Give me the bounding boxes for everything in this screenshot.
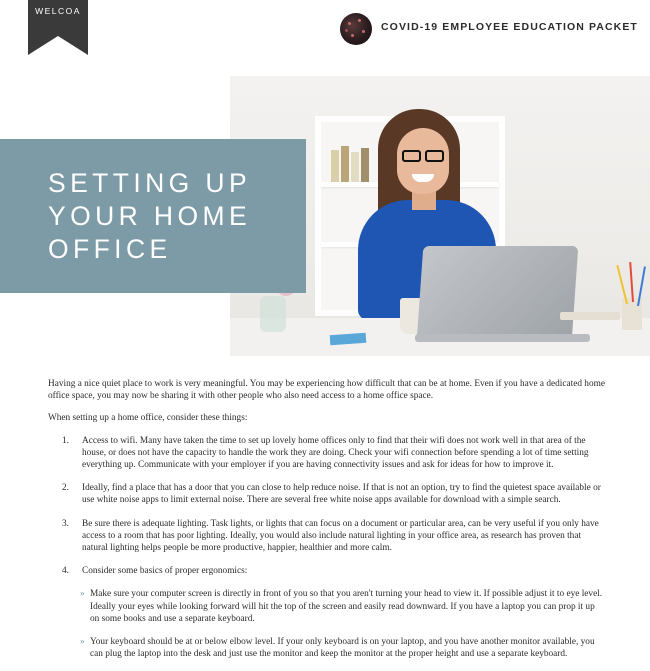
- lead-paragraph: When setting up a home office, consider these things:: [48, 413, 248, 424]
- list-number: 2.: [62, 483, 69, 494]
- intro-paragraph: Having a nice quiet place to work is very meaningful. You may be experiencing how difficult that can be at home. Even if you have a dedicated home office space, you may now be sharing it with other people who also need access to a home office space.: [48, 379, 605, 402]
- title-panel: [0, 139, 306, 293]
- brand-logo-text: WELCOA: [35, 6, 81, 16]
- double-chevron-icon: »: [80, 589, 85, 600]
- article-body: [48, 378, 606, 671]
- list-number: 4.: [62, 566, 69, 577]
- list-item: [48, 518, 606, 555]
- sub-list-item: [48, 588, 606, 625]
- list-item-text: Be sure there is adequate lighting. Task lights, or lights that can focus on a document or particular area, can be very useful if you only have access to a room that has poor lighting. Ideally, you would also include natural lighting in your office area, as research has proven that natural lighting helps people be more productive, happier, healthier and more calm.: [82, 518, 599, 554]
- list-item-text: Access to wifi. Many have taken the time to set up lovely home offices only to find that their wifi does not work well in that area of the house, or does not have the capacity to handle the work they are doing. Check your wifi connection before spending a lot of time setting everything up. Communicate with your employer if you are having connectivity issues and ask for ideas for how to improve it.: [82, 435, 589, 471]
- notebook: [560, 312, 620, 320]
- double-chevron-icon: »: [80, 637, 85, 648]
- list-item-text: Ideally, find a place that has a door that you can close to help reduce noise. If that is not an option, try to find the quietest space available or use white noise apps to limit external noise. There are several free white noise apps available for download with a simple search.: [82, 483, 601, 506]
- sub-list-item-text: Make sure your computer screen is directly in front of you so that you aren't turning your head to view it. If possible adjust it to eye level. Ideally your eyes while looking forward will hit the top of the screen and easily read downward. If you have a laptop you can prop it up on some books and use a separate keyboard.: [90, 589, 603, 624]
- page-title-line-1: SETTING UP: [48, 168, 252, 198]
- list-item: [48, 435, 606, 472]
- page-title-line-3: OFFICE: [48, 234, 172, 264]
- sub-list-item: [48, 636, 606, 660]
- page-title-line-2: YOUR HOME: [48, 201, 252, 231]
- list-item-text: Consider some basics of proper ergonomics:: [82, 566, 248, 577]
- packet-title: COVID-19 EMPLOYEE EDUCATION PACKET: [381, 21, 638, 33]
- list-item: [48, 565, 606, 577]
- laptop: [417, 246, 579, 341]
- glasses-icon: [402, 150, 446, 162]
- flower-vase: [260, 296, 286, 332]
- list-number: 1.: [62, 435, 69, 446]
- list-number: 3.: [62, 518, 69, 529]
- covid-virus-icon: [340, 13, 372, 45]
- sub-list-item-text: Your keyboard should be at or below elbow level. If your only keyboard is on your laptop, and you have another monitor available, you can plug the laptop into the desk and just use the monitor and keep the monitor at the proper height and use a separate keyboard.: [90, 637, 595, 660]
- list-item: [48, 482, 606, 506]
